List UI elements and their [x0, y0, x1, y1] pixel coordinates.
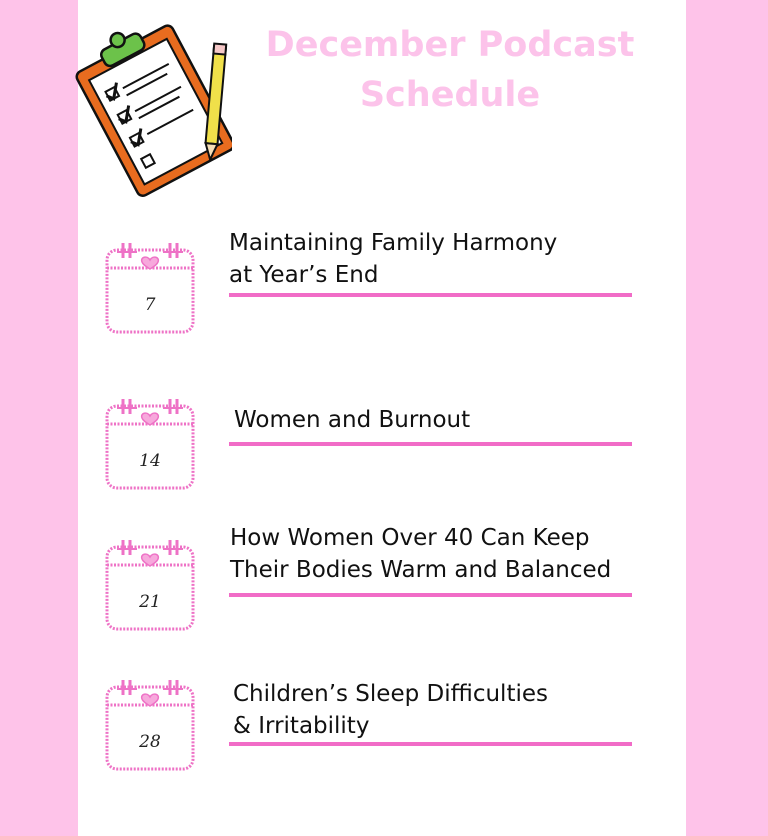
page-title: December Podcast Schedule — [265, 25, 635, 115]
title-underline-divider — [229, 593, 632, 597]
title-underline-divider — [229, 442, 632, 446]
calendar-day-number: 7 — [144, 295, 156, 315]
episode-title: How Women Over 40 Can Keep Their Bodies Warm and Balanced — [230, 525, 612, 583]
clipboard-checklist-icon — [72, 14, 232, 204]
calendar-heart-icon — [103, 240, 197, 336]
episode-title: Maintaining Family Harmony at Year’s End — [229, 230, 558, 288]
calendar-heart-icon — [103, 396, 197, 492]
calendar-day-number: 21 — [139, 592, 161, 612]
calendar-heart-icon — [103, 537, 197, 633]
title-underline-divider — [229, 742, 632, 746]
calendar-day-number: 14 — [139, 451, 161, 471]
calendar-day-number: 28 — [139, 732, 161, 752]
episode-title: Children’s Sleep Difficulties & Irritability — [233, 681, 548, 739]
calendar-heart-icon — [103, 677, 197, 773]
episode-title: Women and Burnout — [234, 407, 471, 433]
title-underline-divider — [229, 293, 632, 297]
